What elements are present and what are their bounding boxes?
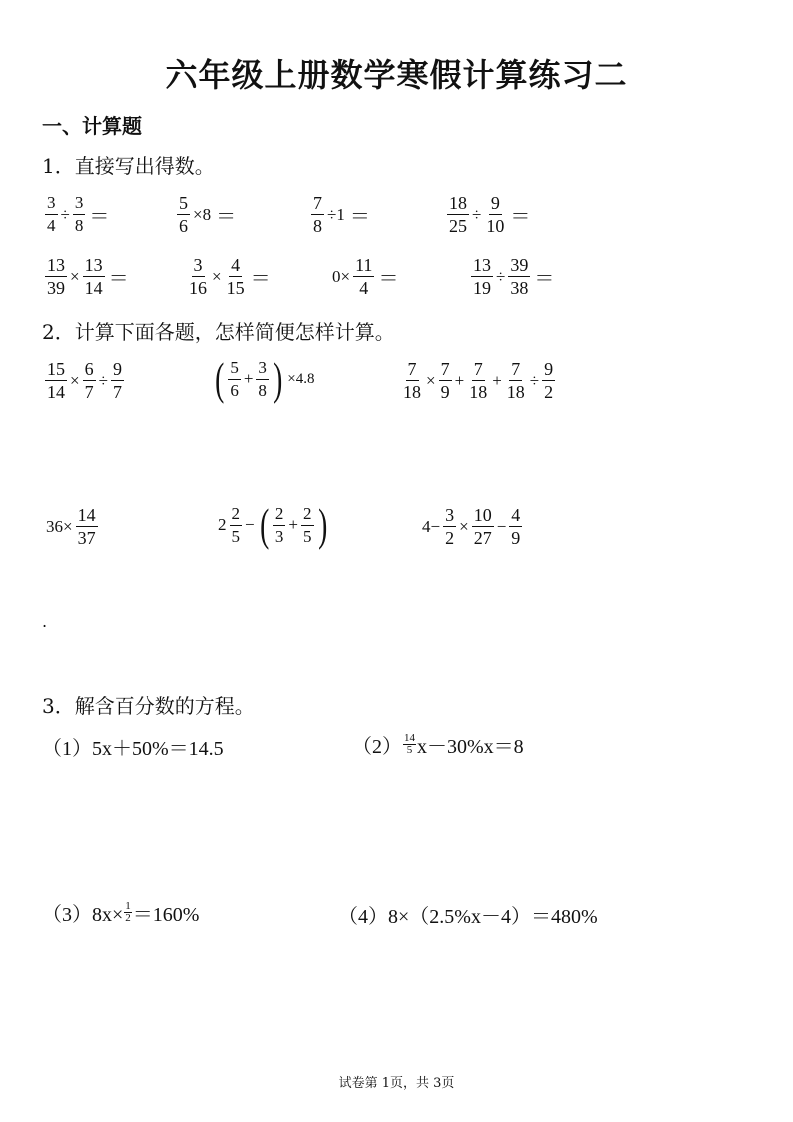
q1-item-2: $\frac{5}{6}$ ×8 ＝ — [179, 193, 237, 236]
equation-4: （4）8×（2.5%x－4）＝480% — [338, 906, 598, 928]
q1-item-4: $\frac{18}{25}$ ÷ $\frac{9}{10}$ ＝ — [449, 193, 531, 236]
q2-item-3: $\frac{7}{18}$ × $\frac{7}{9}$ + $\frac{7}{18}$ + $\frac{7}{18}$ ÷ $\frac{9}{2}$ — [403, 359, 554, 402]
equation-1: （1）5x＋50%＝14.5 — [42, 738, 224, 760]
page-title: 六年级上册数学寒假计算练习二 — [165, 56, 628, 94]
question-1-heading: 1．直接写出得数。 — [42, 154, 215, 178]
page-footer: 试卷第 1页，共 3页 — [338, 1076, 455, 1091]
section-heading: 一、计算题 — [42, 114, 142, 138]
q2-item-1: $\frac{15}{14}$ × $\frac{6}{7}$ ÷ $\frac{9}{7}$ — [47, 359, 122, 402]
q1-item-6: $\frac{3}{16}$ × $\frac{4}{15}$ ＝ — [189, 255, 271, 298]
question-2-heading: 2．计算下面各题，怎样简便怎样计算。 — [42, 320, 395, 344]
equation-2: （2） $\frac{14}{5}$ x－30%x＝8 — [352, 732, 524, 758]
equation-3: （3）8x× $\frac{1}{2}$ ＝160% — [42, 900, 200, 926]
q1-item-8: $\frac{13}{19}$ ÷ $\frac{39}{38}$ ＝ — [473, 255, 555, 298]
q1-item-7: 0× $\frac{11}{4}$ ＝ — [332, 255, 399, 298]
q1-item-3: $\frac{7}{8}$ ÷1 ＝ — [313, 193, 370, 236]
q2-item-2: ( $\frac{5}{6}$ + $\frac{3}{8}$ ) ×4.8 — [215, 353, 315, 404]
question-3-heading: 3．解含百分数的方程。 — [42, 694, 255, 718]
q2-item-5: 2 $\frac{2}{5}$ − ( $\frac{2}{3}$ + $\frac{2}{5}$ ) — [218, 499, 327, 550]
stray-dot: . — [42, 612, 48, 631]
equation-3-prefix: （3）8x× — [42, 904, 124, 926]
q1-item-5: $\frac{13}{39}$ × $\frac{13}{14}$ ＝ — [47, 255, 129, 298]
equation-3-suffix: ＝160% — [132, 904, 200, 926]
q2-item-4: 36× $\frac{14}{37}$ — [46, 505, 96, 548]
q2-item-6: 4− $\frac{3}{2}$ × $\frac{10}{27}$ − $\frac{4}{9}$ — [422, 505, 521, 548]
equation-2-prefix: （2） — [352, 736, 402, 758]
equation-2-suffix: x－30%x＝8 — [417, 736, 524, 758]
q1-item-1: $\frac{3}{4}$ ÷ $\frac{3}{8}$ ＝ — [47, 193, 110, 235]
